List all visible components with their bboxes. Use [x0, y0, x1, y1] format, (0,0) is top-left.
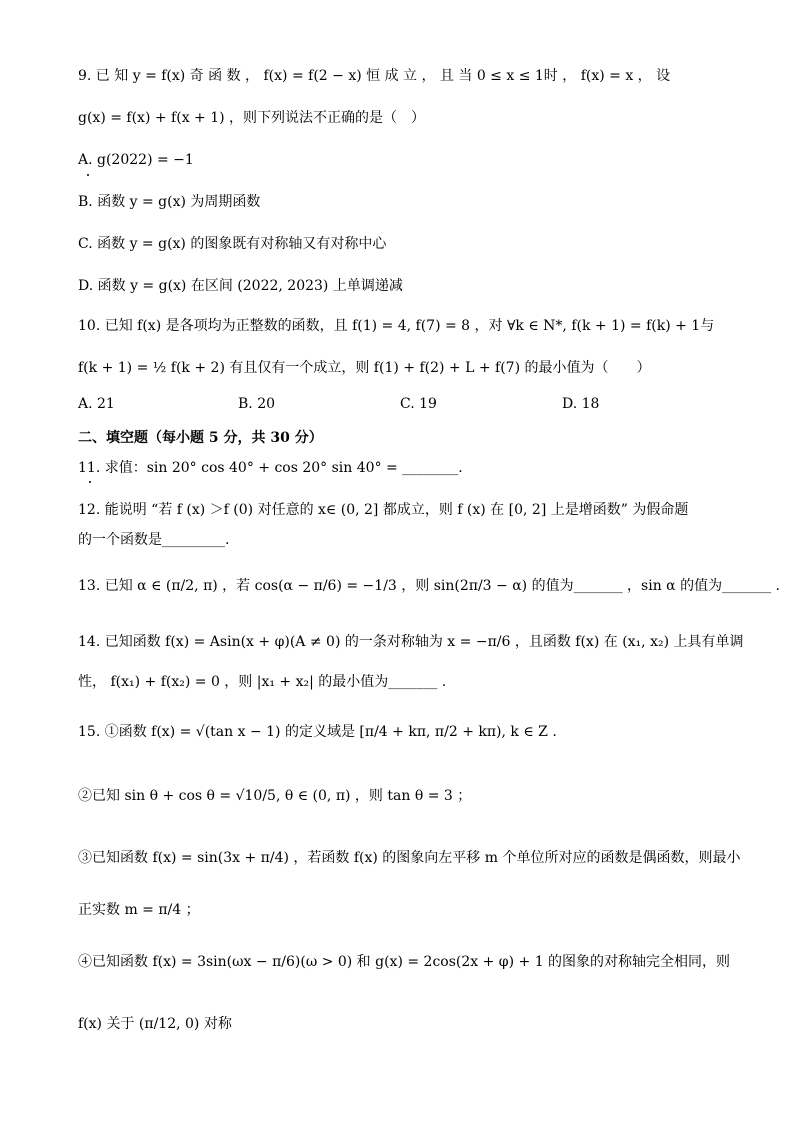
- marker-dot: [87, 174, 89, 176]
- q15-statement-4-line2: f(x) 关于 (π/12, 0) 对称: [78, 1016, 232, 1032]
- q10-option-c: C. 19: [400, 396, 437, 412]
- q12-line1: 12. 能说明 “若 f (x) ＞f (0) 对任意的 x∈ (0, 2] 都成立，则 f (x) 在 [0, 2] 上是增函数” 为假命题: [78, 502, 689, 518]
- q15-statement-3-line2: 正实数 m = π/4 ；: [78, 902, 200, 918]
- q15-statement-2: ②已知 sin θ + cos θ = √10/5, θ ∈ (0, π) ，则 tan θ = 3 ；: [78, 788, 472, 804]
- q15-statement-1: 15. ①函数 f(x) = √(tan x − 1) 的定义域是 [π/4 + kπ, π/2 + kπ), k ∈ Z .: [78, 724, 557, 740]
- section-heading: 二、填空题（每小题 5 分，共 30 分）: [78, 430, 323, 446]
- marker-dot: [89, 481, 91, 483]
- q11: 11. 求值：sin 20° cos 40° + cos 20° sin 40° = ________.: [78, 460, 463, 476]
- q9-option-b: B. 函数 y = g(x) 为周期函数: [78, 194, 261, 210]
- q10-option-a: A. 21: [78, 396, 115, 412]
- q10-option-b: B. 20: [238, 396, 276, 412]
- q13: 13. 已知 α ∈ (π/2, π) ，若 cos(α − π/6) = −1/3 ，则 sin(2π/3 − α) 的值为_______ ，sin α 的值为_______ .: [78, 578, 780, 594]
- q14-line1: 14. 已知函数 f(x) = Asin(x + φ)(A ≠ 0) 的一条对称轴为 x = −π/6 ，且函数 f(x) 在 (x₁, x₂) 上具有单调: [78, 634, 744, 650]
- q14-line2: 性， f(x₁) + f(x₂) = 0 ，则 |x₁ + x₂| 的最小值为_______ .: [78, 674, 447, 690]
- q9-stem-line1: 9. 已 知 y = f(x) 奇 函 数 ， f(x) = f(2 − x) 恒 成 立 ， 且 当 0 ≤ x ≤ 1时 ， f(x) = x ， 设: [78, 68, 671, 84]
- q10-stem-line2: f(k + 1) = ½ f(k + 2) 有且仅有一个成立，则 f(1) + f(2) + L + f(7) 的最小值为（ ）: [78, 360, 651, 376]
- q15-statement-4-line1: ④已知函数 f(x) = 3sin(ωx − π/6)(ω > 0) 和 g(x) = 2cos(2x + φ) + 1 的图象的对称轴完全相同，则: [78, 954, 731, 970]
- q9-option-d: D. 函数 y = g(x) 在区间 (2022, 2023) 上单调递减: [78, 278, 403, 294]
- q15-statement-3-line1: ③已知函数 f(x) = sin(3x + π/4) ，若函数 f(x) 的图象向左平移 m 个单位所对应的函数是偶函数，则最小: [78, 850, 741, 866]
- q12-line2: 的一个函数是_________.: [78, 532, 230, 548]
- q10-option-d: D. 18: [562, 396, 600, 412]
- q9-option-c: C. 函数 y = g(x) 的图象既有对称轴又有对称中心: [78, 236, 387, 252]
- q9-option-a: A. g(2022) = −1: [78, 152, 194, 168]
- q9-stem-line2: g(x) = f(x) + f(x + 1) ，则下列说法不正确的是（ ）: [78, 110, 426, 126]
- q10-stem-line1: 10. 已知 f(x) 是各项均为正整数的函数，且 f(1) = 4, f(7) = 8 ，对 ∀k ∈ N*, f(k + 1) = f(k) + 1与: [78, 318, 715, 334]
- q10-options: [78, 396, 758, 416]
